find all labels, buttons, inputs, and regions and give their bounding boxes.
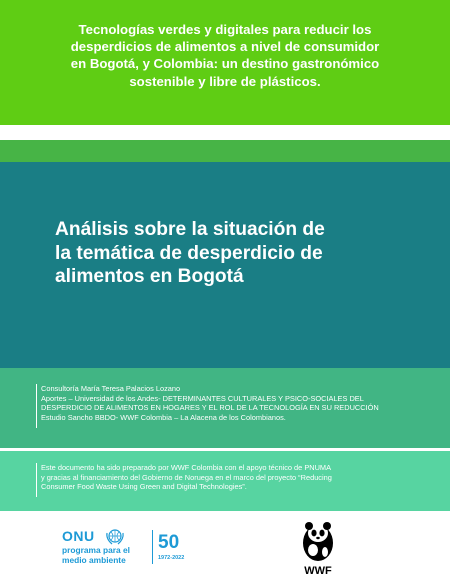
- onu-acronym: ONU: [62, 528, 95, 544]
- onu-environment-logo: [62, 528, 222, 568]
- panda-icon: [303, 522, 333, 561]
- note-line: Este documento ha sido preparado por WWF Colombia con el apoyo técnico de PNUMA: [41, 463, 332, 472]
- project-title-line: desperdicios de alimentos a nivel de consumidor: [70, 39, 380, 55]
- laurel-icon: [104, 528, 126, 546]
- accent-stripe: [0, 140, 450, 162]
- note-rule: [36, 463, 37, 497]
- anniversary-years: 1972-2022: [158, 555, 185, 561]
- credits-line: Consultoría María Teresa Palacios Lozano: [41, 384, 181, 393]
- onu-line-2: medio ambiente: [62, 555, 126, 565]
- header-band: [0, 0, 450, 125]
- wwf-panda-logo: [301, 521, 335, 577]
- note-line: y gracias al financiamiento del Gobierno de Noruega en el marco del proyecto “Reducing: [41, 472, 332, 482]
- project-title-line: en Bogotá, y Colombia: un destino gastronómico: [70, 56, 380, 72]
- credits-line: Aportes – Universidad de los Andes- DETERMINANTES CULTURALES Y PSICO-SOCIALES DEL: [41, 393, 364, 403]
- credits-rule: [36, 384, 37, 428]
- credits-line: DESPERDICIO DE ALIMENTOS EN HOGARES Y EL ROL DE LA TECNOLOGÍA EN SU REDUCCIÓN: [41, 403, 379, 413]
- wwf-wordmark: WWF: [304, 565, 332, 577]
- funding-note: [41, 463, 436, 492]
- project-title-line: sostenible y libre de plásticos.: [129, 73, 321, 89]
- document-title-line: Análisis sobre la situación de: [55, 219, 325, 240]
- credits-line: Estudio Sancho BBDO- WWF Colombia – La Alacena de los Colombianos.: [41, 412, 286, 422]
- document-title: [55, 218, 425, 289]
- document-title-line: la temática de desperdicio de: [55, 242, 323, 264]
- project-title-line: Tecnologías verdes y digitales para reducir los: [78, 22, 372, 37]
- anniversary-50-logo: [158, 530, 190, 552]
- credits-text: [41, 384, 441, 422]
- document-title-line: alimentos en Bogotá: [55, 266, 244, 287]
- note-line: Consumer Food Waste Using Green and Digital Technologies”.: [41, 482, 247, 492]
- logo-divider: [152, 530, 153, 564]
- onu-line-1: programa para el: [62, 545, 130, 555]
- anniversary-number: 50: [158, 532, 180, 552]
- project-title: [40, 21, 410, 90]
